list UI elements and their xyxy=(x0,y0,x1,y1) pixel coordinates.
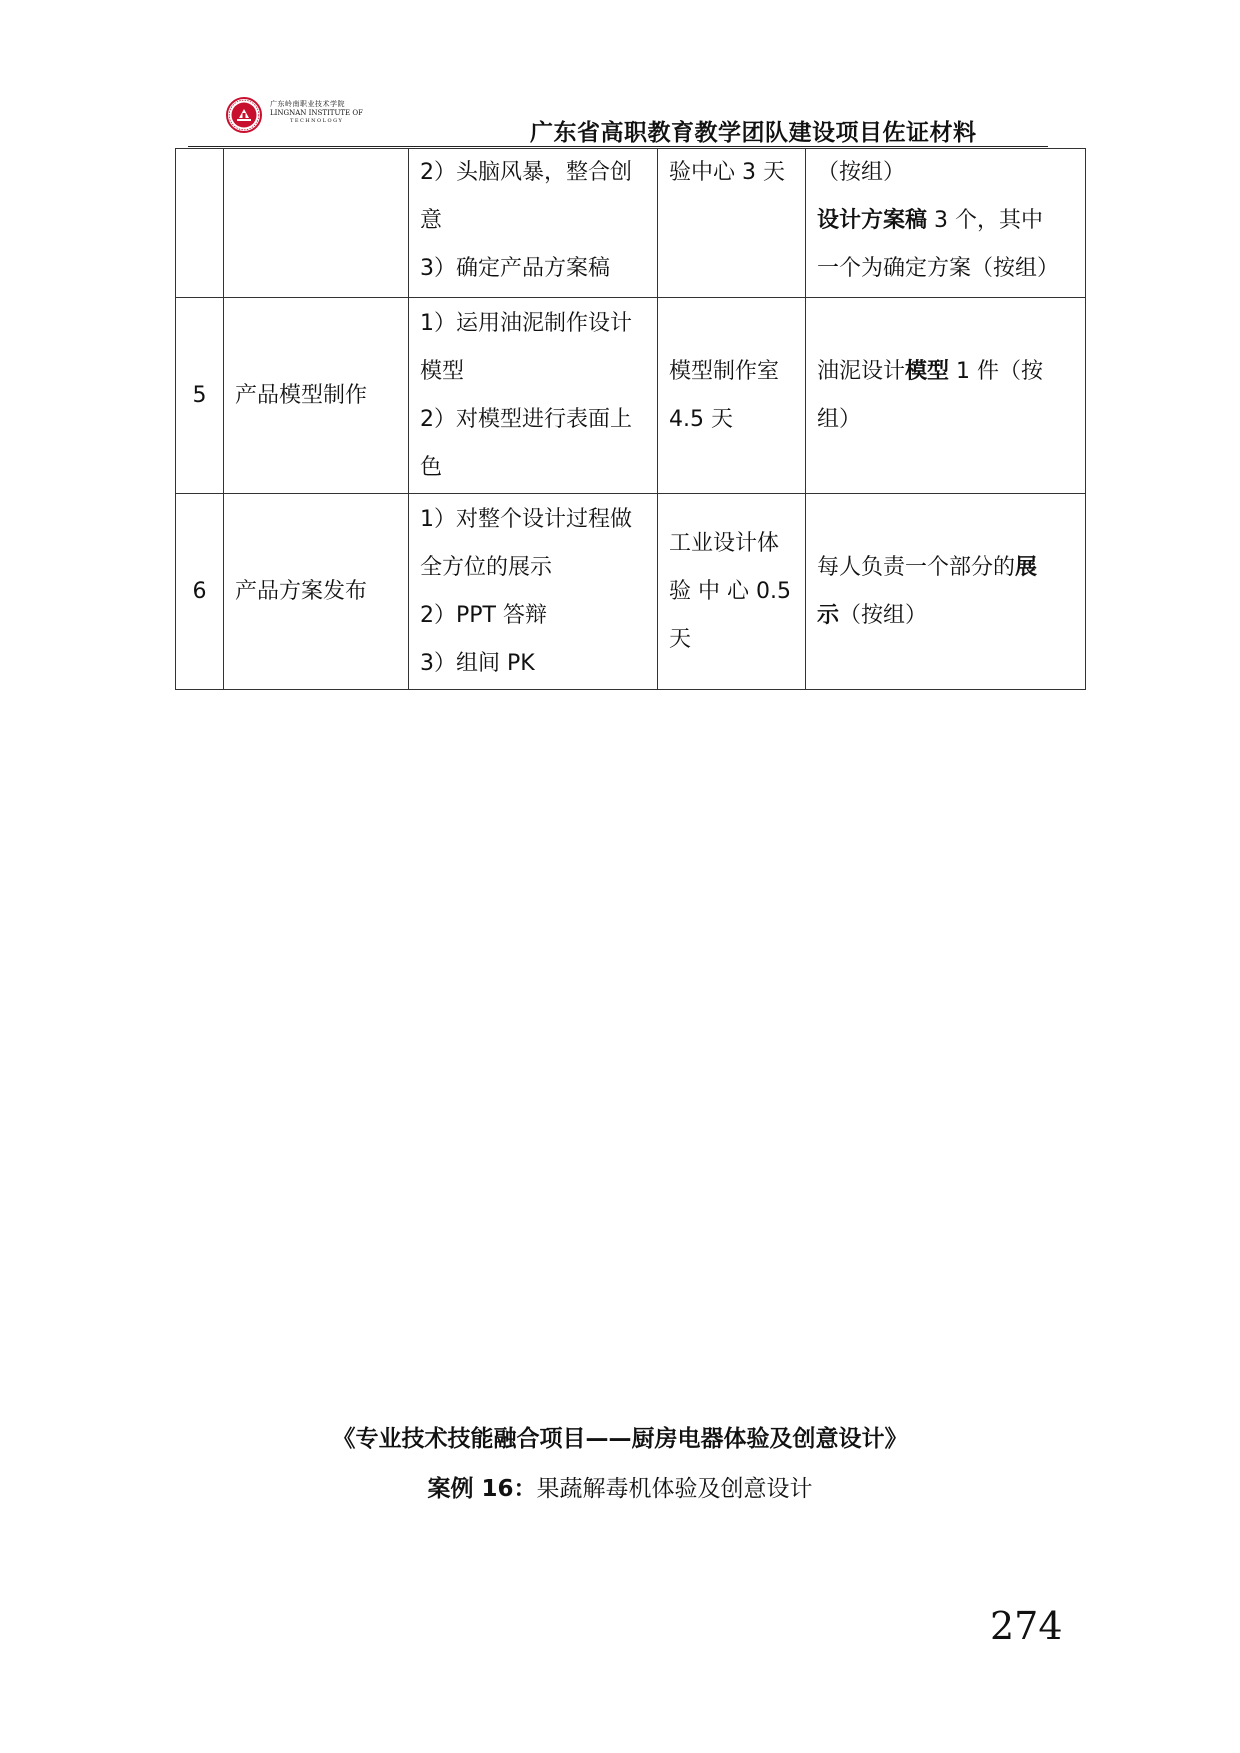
content-line: 3）组间 PK xyxy=(420,650,535,676)
place-line: 验 中 心 0.5 xyxy=(669,578,791,604)
output-text: 1 件（按 xyxy=(949,358,1044,384)
content-cell xyxy=(409,298,658,494)
place-duration-cell xyxy=(658,298,806,494)
content-line: 模型 xyxy=(420,358,465,384)
header-divider xyxy=(188,146,1048,147)
table-row xyxy=(176,494,1086,690)
output-keyword: 示 xyxy=(817,602,840,628)
output-line xyxy=(817,348,1074,396)
row-number-cell: 5 xyxy=(176,298,224,494)
table-row xyxy=(176,298,1086,494)
content-line: 3）确定产品方案稿 xyxy=(420,256,610,281)
content-line: 2）PPT 答辩 xyxy=(420,602,547,628)
row-number-cell xyxy=(176,149,224,298)
stage-cell: 产品方案发布 xyxy=(224,494,409,690)
stage-cell xyxy=(224,149,409,298)
content-cell xyxy=(409,494,658,690)
page-number: 274 xyxy=(990,1604,1063,1648)
output-line xyxy=(817,544,1074,592)
content-line: 2）头脑风暴，整合创 xyxy=(420,160,632,185)
case-label: 案例 16： xyxy=(427,1476,537,1502)
output-cell xyxy=(806,149,1086,298)
content-line: 1）运用油泥制作设计 xyxy=(420,310,632,336)
college-seal-icon xyxy=(226,97,262,133)
content-line: 1）对整个设计过程做 xyxy=(420,506,632,532)
output-keyword: 设计方案稿 xyxy=(817,208,928,233)
content-line: 色 xyxy=(420,454,443,480)
content-line: 2）对模型进行表面上 xyxy=(420,406,632,432)
output-line xyxy=(817,592,1074,640)
content-line: 全方位的展示 xyxy=(420,554,553,580)
case-name: 果蔬解毒机体验及创意设计 xyxy=(536,1476,813,1502)
page-header-title: 广东省高职教育教学团队建设项目佐证材料 xyxy=(530,120,977,146)
output-line: 组） xyxy=(817,406,862,432)
content-cell xyxy=(409,149,658,298)
table-row xyxy=(176,149,1086,298)
logo-english-name-line2: TECHNOLOGY xyxy=(290,118,344,124)
content-line: 意 xyxy=(420,208,443,233)
case-title xyxy=(0,1470,1240,1503)
output-line: （按组） xyxy=(817,160,906,185)
output-keyword: 展 xyxy=(1015,554,1038,580)
place-line: 工业设计体 xyxy=(669,530,780,556)
project-title: 《专业技术技能融合项目——厨房电器体验及创意设计》 xyxy=(332,1426,908,1452)
place-line: 验中心 3 天 xyxy=(669,160,785,185)
output-text: （按组） xyxy=(839,602,928,628)
institution-logo xyxy=(226,95,366,135)
output-line xyxy=(817,197,1074,245)
output-line: 一个为确定方案（按组） xyxy=(817,256,1060,281)
output-text: 3 个，其中 xyxy=(927,208,1043,233)
place-line: 模型制作室 xyxy=(669,358,780,384)
output-text: 每人负责一个部分的 xyxy=(817,554,1016,580)
output-cell xyxy=(806,494,1086,690)
output-keyword: 模型 xyxy=(905,358,950,384)
output-text: 油泥设计 xyxy=(817,358,906,384)
place-line: 4.5 天 xyxy=(669,406,733,432)
row-number-cell: 6 xyxy=(176,494,224,690)
output-cell xyxy=(806,298,1086,494)
place-duration-cell xyxy=(658,494,806,690)
logo-chinese-name: 广东岭南职业技术学院 xyxy=(270,100,345,108)
stage-cell: 产品模型制作 xyxy=(224,298,409,494)
place-duration-cell xyxy=(658,149,806,298)
place-line: 天 xyxy=(669,626,692,652)
logo-english-name: LINGNAN INSTITUTE OF xyxy=(270,109,363,117)
teaching-plan-table xyxy=(175,148,1086,690)
